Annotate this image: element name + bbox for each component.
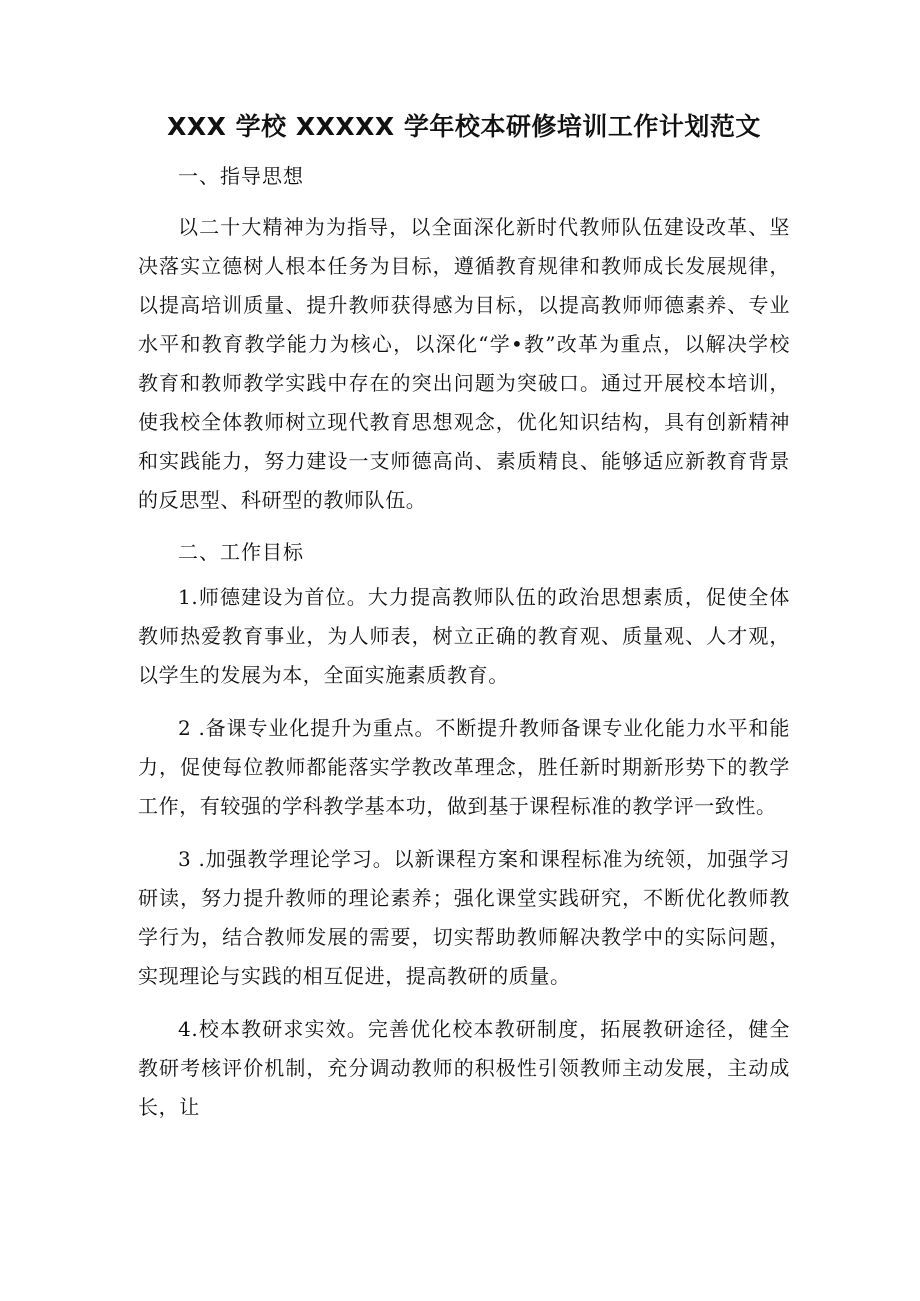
work-goal-item-2: 2 .备课专业化提升为重点。不断提升教师备课专业化能力水平和能力，促使每位教师都能落实学教改革理念，胜任新时期新形势下的教学工作，有较强的学科教学基本功，做到基于课程标准的教学评一致性。 [138, 716, 790, 818]
section-heading-guiding-ideology: 一、指导思想 [178, 164, 304, 188]
work-goal-item-1: 1.师德建设为首位。大力提高教师队伍的政治思想素质，促使全体教师热爱教育事业，为人师表，树立正确的教育观、质量观、人才观，以学生的发展为本，全面实施素质教育。 [138, 585, 790, 687]
work-goal-item-4: 4.校本教研求实效。完善优化校本教研制度，拓展教研途径，健全教研考核评价机制，充分调动教师的积极性引领教师主动发展，主动成长，让 [138, 1017, 790, 1119]
work-goal-item-3: 3 .加强教学理论学习。以新课程方案和课程标准为统领，加强学习研读，努力提升教师的理论素养；强化课堂实践研究，不断优化教师教学行为，结合教师发展的需要，切实帮助教师解决教学中的实际问题，实现理论与实践的相互促进，提高教研的质量。 [138, 847, 790, 988]
guiding-ideology-paragraph: 以二十大精神为为指导，以全面深化新时代教师队伍建设改革、坚决落实立德树人根本任务为目标，遵循教育规律和教师成长发展规律，以提高培训质量、提升教师获得感为目标，以提高教师师德素养、专业水平和教育教学能力为核心，以深化“学•教”改革为重点，以解决学校教育和教师教学实践中存在的突出问题为突破口。通过开展校本培训，使我校全体教师树立现代教育思想观念，优化知识结构，具有创新精神和实践能力，努力建设一支师德高尚、素质精良、能够适应新教育背景的反思型、科研型的教师队伍。 [138, 215, 790, 512]
section-heading-work-goals: 二、工作目标 [178, 540, 304, 564]
document-title: XXX 学校 XXXXX 学年校本研修培训工作计划范文 [167, 112, 761, 141]
document-body [138, 110, 790, 1141]
